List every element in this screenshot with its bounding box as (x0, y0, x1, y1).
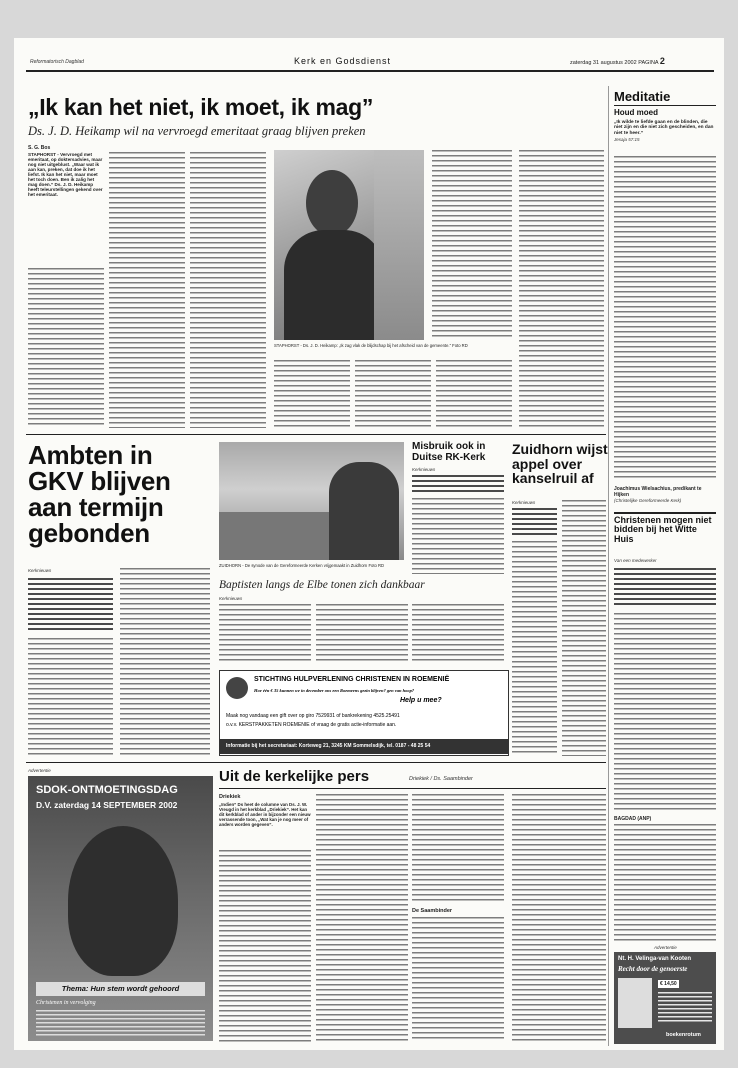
lead-col3-text (190, 152, 266, 428)
sidebar-quote: „Ik wilde te liefde gaan en de blinden, die niet zijn en die niet zich gescheiden, en dan niet te heer.” (614, 120, 714, 136)
lead-col7-text (355, 360, 431, 428)
gkv-headline: Ambten in GKV blijven aan termijn gebonden (28, 440, 171, 548)
baptisten-col1-text (219, 604, 311, 664)
pers-col1-head: Driekiek (219, 794, 241, 800)
misbruik-text (412, 498, 504, 574)
banner-ad-line2: Help u mee? (400, 697, 442, 704)
misbruik-headline: Misbruik ook in Duitse RK-Kerk (412, 441, 486, 463)
sidebar-section-rule (614, 512, 716, 514)
lead-col1-text (28, 268, 104, 428)
banner-ad-footer: Informatie bij het secretariaat: Korteweg 21, 3245 KM Sommelsdijk, tel. 0187 - 48 25 54 (220, 739, 508, 754)
section-title: Kerk en Godsdienst (294, 56, 392, 66)
sidebar-title-rule (614, 105, 716, 106)
banner-ad-line4: o.v.v. KERSTPAKKETEN ROEMENIË of vraag de gratis actie-informatie aan. (226, 722, 397, 728)
book-ad (614, 952, 716, 1044)
poster-face (68, 826, 178, 976)
pers-col3-text-top (412, 794, 504, 904)
photo-background (374, 150, 424, 340)
synod-caption-text: ZUIDHORN - De synode van de Gereformeerde Kerken vrijgemaakt in Zuidhorn (219, 563, 368, 568)
sidebar-quote-ref: Jesaja 57:15 (614, 137, 640, 143)
zuidhorn-source: Kerknieuws (512, 500, 536, 505)
sidebar-second-lede (614, 568, 716, 608)
poster-ad-label: Advertentie (28, 768, 51, 773)
gkv-lede (28, 578, 113, 633)
meditation-text (614, 156, 716, 481)
synod-photo (219, 442, 404, 560)
middle-bottom-rule (26, 762, 606, 763)
lead-bottom-rule (26, 434, 606, 435)
meditation-author: Joachimus Wielsachius, predikant te Hijken (614, 486, 702, 498)
pers-col2-text (316, 794, 408, 1042)
book-ad-shop: boekenrotum (666, 1032, 701, 1038)
baptisten-source: Kerknieuws (219, 596, 243, 601)
newspaper-page (14, 38, 724, 1050)
pers-col4-text (512, 794, 606, 1042)
synod-photo-figure (329, 462, 399, 560)
sidebar-note-text (614, 824, 716, 944)
sidebar-title: Meditatie (614, 89, 671, 104)
portrait-head (306, 170, 358, 236)
pers-col3-text (412, 917, 504, 1042)
gkv-col1-text (28, 638, 113, 756)
pers-col1-text (219, 850, 311, 1042)
sidebar-divider (608, 86, 609, 1046)
baptisten-col2-text (316, 604, 408, 664)
poster-theme: Thema: Hun stem wordt gehoord (36, 982, 205, 996)
sidebar-second-headline: Christenen mogen niet bidden bij het Witte Huis (614, 515, 712, 544)
publication-name: Reformatorisch Dagblad (30, 59, 84, 65)
page-label: PAGINA (638, 60, 659, 66)
banner-ad-line3: Maak nog vandaag een gift over op giro 7529931 of bankrekening 4525.25491 (226, 713, 400, 719)
book-ad-price: € 14,50 (660, 981, 677, 987)
poster-title: SDOK-ONTMOETINGSDAG (36, 784, 178, 796)
lead-col8-text (436, 360, 512, 428)
gkv-source: Kerknieuws (28, 568, 52, 573)
masthead-rule (26, 70, 714, 72)
lead-photo-caption-text: STAPHORST - Ds. J. D. Heikamp: „Ik zag vlak de blijdschap bij het afscheid van de gemeente.” (274, 343, 451, 348)
sidebar-second-source: Van een medewerker (614, 558, 657, 563)
book-ad-subtitle: Recht door de genoerste (618, 965, 688, 973)
sidebar-note-label: BAGDAD (ANP) (614, 816, 652, 822)
sidebar (614, 90, 716, 142)
misbruik-lede (412, 475, 504, 495)
lead-headline: „Ik kan het niet, ik moet, ik mag” (28, 94, 374, 120)
lead-intro: STAPHORST - Vervroegd met emeritaat, op doktersadvies, maar nog niet uitgeblust. „Waar wat ik aan kan, preken, dat doe ik het liefst. Ik kan het niet, maar moet het toch doen. Ben ik zalig het mag doen.” Ds. J. D. Heikamp heeft teleurstellingen gekend over het emeritaat. (28, 152, 103, 197)
pers-col1-lede: „Indien” Ds heet de columne van Ds. J. W. Vreugd in het kerkblad „Driekiek”. Het kan dit kerkblad of ander in bijzonder een nieuw verrassende toon, „Wat kan je nog meer of anders worden gegeven”. (219, 802, 311, 827)
meditation-author-note: (Christelijke Gereformeerde Kerk) (614, 498, 682, 503)
lead-col6-text (274, 360, 350, 428)
poster-subtitle: Christenen in vervolging (36, 1000, 96, 1006)
pers-author: Driekiek / Ds. Saambinder (409, 776, 473, 782)
zuidhorn-lede (512, 508, 557, 538)
issue-date: zaterdag 31 augustus 2002 (570, 60, 637, 66)
book-ad-text (658, 992, 712, 1022)
lead-photo-credit: Foto RD (452, 343, 468, 348)
banner-ad-logo (226, 677, 248, 699)
gkv-col2-text (120, 568, 210, 756)
sdok-poster (28, 776, 213, 1041)
lead-col2-text (109, 152, 185, 428)
lead-byline: S. G. Bos (28, 145, 51, 151)
synod-photo-table (219, 512, 329, 560)
pers-col3-head: De Saambinder (412, 908, 453, 914)
baptisten-headline: Baptisten langs de Elbe tonen zich dankbaar (219, 579, 425, 591)
sidebar-subtitle: Houd moed (614, 108, 658, 117)
banner-ad-title: STICHTING HULPVERLENING CHRISTENEN IN ROEMENIË (254, 676, 450, 683)
sidebar-ad-label: Advertentie (654, 945, 677, 950)
sidebar-second-text (614, 613, 716, 813)
lead-subheadline: Ds. J. D. Heikamp wil na vervroegd emeritaat graag blijven preken (28, 124, 366, 138)
pers-title-rule (219, 788, 606, 789)
baptisten-col3-text (412, 604, 504, 664)
zuidhorn-col2-text (562, 500, 606, 756)
book-ad-title: Nt. H. Velinga-van Kooten (618, 956, 692, 962)
poster-fineprint (36, 1010, 205, 1036)
lead-col5-text (519, 150, 604, 428)
misbruik-source: Kerknieuws (412, 467, 436, 472)
lead-col4-text (432, 150, 512, 340)
portrait-body (284, 230, 384, 340)
banner-ad (219, 670, 509, 756)
page-number: 2 (659, 56, 665, 66)
date-and-page (570, 56, 665, 66)
synod-caption-credit: Foto RD (368, 563, 385, 568)
book-cover (618, 978, 652, 1028)
poster-date: D.V. zaterdag 14 SEPTEMBER 2002 (36, 800, 178, 810)
zuidhorn-headline: Zuidhorn wijst appel over kanselruil af (512, 441, 608, 487)
sdok-poster-block (28, 768, 213, 1043)
pers-title: Uit de kerkelijke pers (219, 768, 370, 785)
lead-photo (274, 150, 424, 340)
synod-photo-caption (219, 563, 404, 575)
banner-ad-line1: Hoe één € 35 kunnen we in december ons een Roemeens gezin blijven? gen van hoop? (254, 688, 415, 693)
zuidhorn-col1-text (512, 541, 557, 756)
